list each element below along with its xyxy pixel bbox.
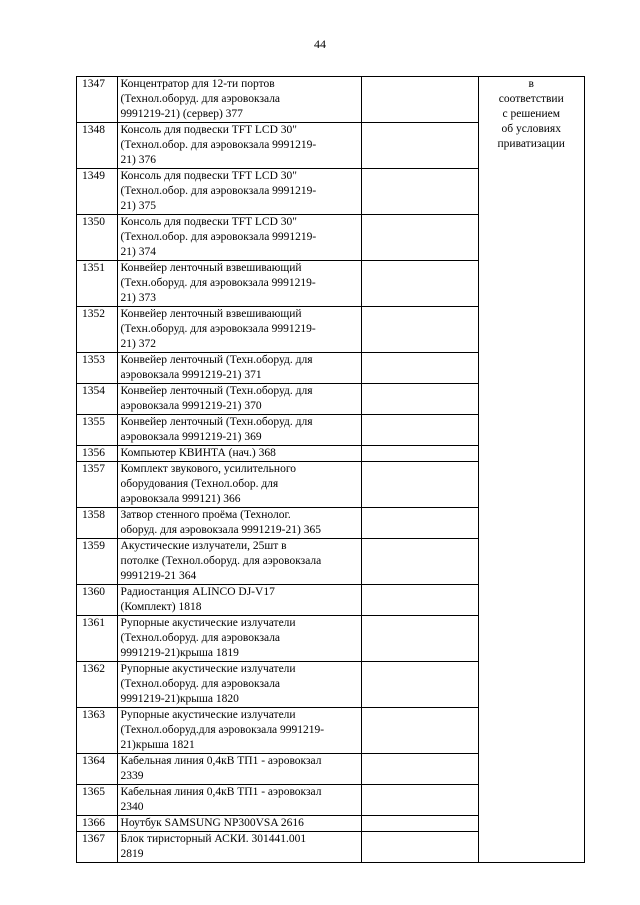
item-name-line: (Технол.оборуд. для аэровокзала (120, 678, 281, 690)
item-name-line: 21) 373 (120, 292, 157, 304)
item-name-cell (117, 785, 361, 816)
item-name-line: Комплект звукового, усилительного (120, 463, 297, 475)
empty-cell (361, 508, 478, 539)
row-number: 1360 (77, 585, 118, 616)
item-name-line: Затвор стенного проёма (Технолог. (120, 509, 291, 521)
item-name-line: (Комплект) 1818 (120, 601, 202, 613)
empty-cell (361, 616, 478, 662)
row-number: 1352 (77, 307, 118, 353)
empty-cell (361, 816, 478, 832)
item-name-line: 9991219-21)крыша 1819 (120, 647, 239, 659)
item-name-cell (117, 384, 361, 415)
privatization-note (478, 77, 585, 863)
row-number: 1361 (77, 616, 118, 662)
item-name-line: аэровокзала 9991219-21) 370 (120, 400, 262, 412)
empty-cell (361, 123, 478, 169)
item-name-cell (117, 585, 361, 616)
row-number: 1357 (77, 462, 118, 508)
note-line: в (528, 78, 534, 90)
item-name-line: Концентратор для 12-ти портов (120, 78, 275, 90)
empty-cell (361, 662, 478, 708)
item-name-line: (Техн.оборуд. для аэровокзала 9991219- (120, 323, 316, 335)
item-name-line: Компьютер КВИНТА (нач.) 368 (120, 447, 276, 459)
empty-cell (361, 446, 478, 462)
item-name-line: Рупорные акустические излучатели (120, 709, 296, 721)
item-name-line: Конвейер ленточный (Техн.оборуд. для (120, 354, 313, 366)
item-name-cell (117, 415, 361, 446)
item-name-line: (Техн.оборуд. для аэровокзала 9991219- (120, 277, 316, 289)
row-number: 1358 (77, 508, 118, 539)
row-number: 1367 (77, 832, 118, 863)
item-name-line: Акустические излучатели, 25шт в (120, 540, 287, 552)
item-name-line: Рупорные акустические излучатели (120, 663, 296, 675)
item-name-line: Блок тиристорный АСКИ. 301441.001 (120, 833, 307, 845)
item-name-cell (117, 261, 361, 307)
item-name-cell (117, 123, 361, 169)
item-name-cell (117, 169, 361, 215)
item-name-cell (117, 539, 361, 585)
item-name-line: (Технол.оборуд. для аэровокзала (120, 632, 281, 644)
note-line: с решением (502, 108, 560, 120)
asset-table (76, 76, 585, 863)
row-number: 1362 (77, 662, 118, 708)
item-name-line: Рупорные акустические излучатели (120, 617, 296, 629)
asset-table-body (77, 77, 585, 863)
item-name-line: (Технол.обор. для аэровокзала 9991219- (120, 139, 317, 151)
item-name-cell (117, 508, 361, 539)
item-name-line: 9991219-21 364 (120, 570, 197, 582)
row-number: 1359 (77, 539, 118, 585)
item-name-cell (117, 754, 361, 785)
row-number: 1366 (77, 816, 118, 832)
row-number: 1354 (77, 384, 118, 415)
item-name-line: Кабельная линия 0,4кВ ТП1 - аэровокзал (120, 786, 322, 798)
item-name-line: Консоль для подвески TFT LCD 30" (120, 170, 297, 182)
item-name-cell (117, 816, 361, 832)
item-name-cell (117, 462, 361, 508)
item-name-line: (Технол.оборуд. для аэровокзала (120, 93, 281, 105)
item-name-line: аэровокзала 9991219-21) 369 (120, 431, 262, 443)
empty-cell (361, 754, 478, 785)
item-name-cell (117, 215, 361, 261)
page-number: 44 (314, 37, 326, 51)
empty-cell (361, 415, 478, 446)
item-name-cell (117, 77, 361, 123)
table-row (77, 77, 585, 123)
empty-cell (361, 785, 478, 816)
empty-cell (361, 261, 478, 307)
empty-cell (361, 539, 478, 585)
row-number: 1364 (77, 754, 118, 785)
item-name-cell (117, 446, 361, 462)
empty-cell (361, 353, 478, 384)
row-number: 1351 (77, 261, 118, 307)
row-number: 1348 (77, 123, 118, 169)
item-name-line: 2340 (120, 801, 144, 813)
empty-cell (361, 169, 478, 215)
note-line: соответствии (498, 93, 564, 105)
item-name-line: аэровокзала 9991219-21) 371 (120, 369, 262, 381)
empty-cell (361, 384, 478, 415)
item-name-line: 9991219-21)крыша 1820 (120, 693, 239, 705)
item-name-line: аэровокзала 999121) 366 (120, 493, 241, 505)
item-name-line: Конвейер ленточный взвешивающий (120, 262, 302, 274)
item-name-line: Кабельная линия 0,4кВ ТП1 - аэровокзал (120, 755, 322, 767)
item-name-line: 2819 (120, 848, 144, 860)
empty-cell (361, 585, 478, 616)
note-line: приватизации (497, 138, 565, 150)
item-name-line: Радиостанция ALINCO DJ-V17 (120, 586, 275, 598)
row-number: 1356 (77, 446, 118, 462)
item-name-line: Ноутбук SAMSUNG NP300VSA 2616 (120, 817, 304, 829)
item-name-line: оборудования (Технол.обор. для (120, 478, 279, 490)
item-name-cell (117, 708, 361, 754)
empty-cell (361, 307, 478, 353)
row-number: 1349 (77, 169, 118, 215)
item-name-line: потолке (Технол.оборуд. для аэровокзала (120, 555, 322, 567)
item-name-cell (117, 616, 361, 662)
item-name-line: оборуд. для аэровокзала 9991219-21) 365 (120, 524, 321, 536)
note-line: об условиях (501, 123, 561, 135)
item-name-cell (117, 353, 361, 384)
item-name-line: (Технол.обор. для аэровокзала 9991219- (120, 231, 317, 243)
item-name-cell (117, 662, 361, 708)
item-name-line: Консоль для подвески TFT LCD 30" (120, 216, 297, 228)
item-name-line: 21) 372 (120, 338, 157, 350)
item-name-line: 2339 (120, 770, 144, 782)
empty-cell (361, 832, 478, 863)
row-number: 1355 (77, 415, 118, 446)
item-name-line: (Технол.обор. для аэровокзала 9991219- (120, 185, 317, 197)
row-number: 1363 (77, 708, 118, 754)
row-number: 1350 (77, 215, 118, 261)
empty-cell (361, 462, 478, 508)
row-number: 1347 (77, 77, 118, 123)
item-name-line: 21) 376 (120, 154, 157, 166)
item-name-line: 21) 375 (120, 200, 157, 212)
item-name-line: 21) 374 (120, 246, 157, 258)
item-name-cell (117, 307, 361, 353)
item-name-line: 9991219-21) (сервер) 377 (120, 108, 243, 120)
row-number: 1353 (77, 353, 118, 384)
empty-cell (361, 708, 478, 754)
empty-cell (361, 77, 478, 123)
item-name-cell (117, 832, 361, 863)
empty-cell (361, 215, 478, 261)
item-name-line: 21)крыша 1821 (120, 739, 195, 751)
item-name-line: Конвейер ленточный (Техн.оборуд. для (120, 385, 313, 397)
item-name-line: Консоль для подвески TFT LCD 30" (120, 124, 297, 136)
item-name-line: Конвейер ленточный взвешивающий (120, 308, 302, 320)
item-name-line: Конвейер ленточный (Техн.оборуд. для (120, 416, 313, 428)
row-number: 1365 (77, 785, 118, 816)
item-name-line: (Технол.оборуд.для аэровокзала 9991219- (120, 724, 325, 736)
